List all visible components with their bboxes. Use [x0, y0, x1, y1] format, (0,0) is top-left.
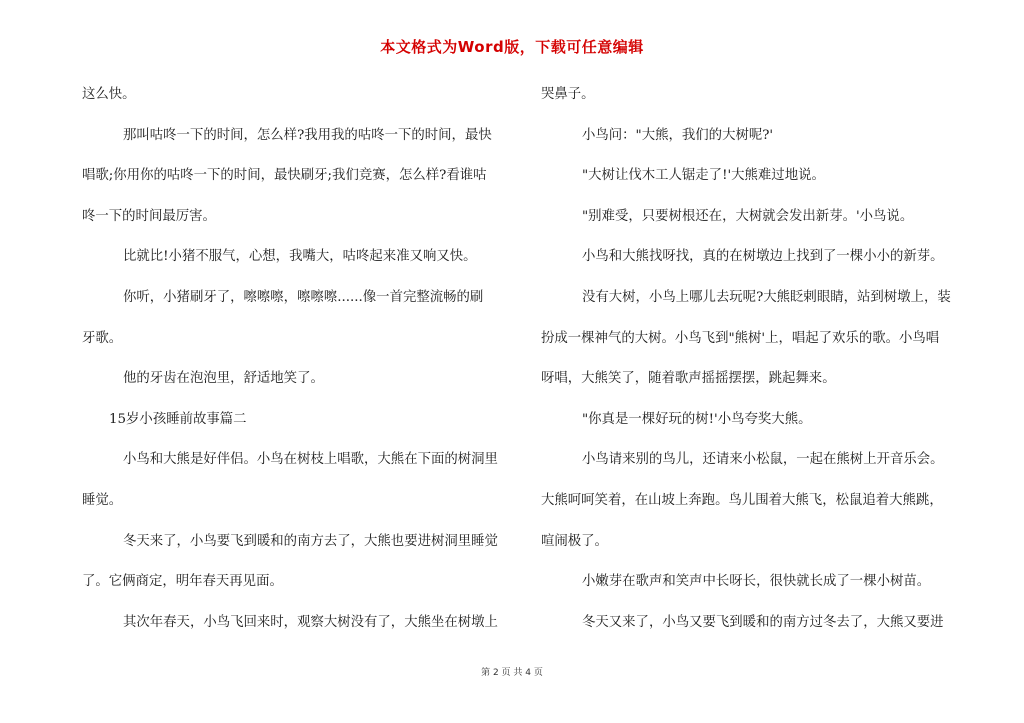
text-line: "别难受，只要树根还在，大树就会发出新芽。'小鸟说。 [582, 208, 914, 224]
text-line: 冬天又来了，小鸟又要飞到暖和的南方过冬去了，大熊又要进 [582, 614, 944, 630]
left-text-column [82, 84, 506, 652]
text-line: 这么快。 [82, 87, 136, 102]
page-number-footer: 第 2 页 共 4 页 [481, 668, 543, 678]
text-line: 小鸟和大熊是好伴侣。小鸟在树枝上唱歌，大熊在下面的树洞里 [123, 452, 498, 468]
text-line: 牙歌。 [82, 330, 123, 346]
text-line: 他的牙齿在泡泡里，舒适地笑了。 [123, 371, 324, 387]
text-line: 咚一下的时间最厉害。 [82, 208, 216, 224]
text-line: 那叫咕咚一下的时间，怎么样?我用我的咕咚一下的时间，最快 [123, 127, 492, 143]
text-line: 冬天来了，小鸟要飞到暖和的南方去了，大熊也要进树洞里睡觉 [123, 533, 498, 549]
right-text-column [541, 84, 961, 652]
text-line: 了。它俩商定，明年春天再见面。 [82, 574, 283, 590]
text-line: 扮成一棵神气的大树。小鸟飞到"熊树'上，唱起了欢乐的歌。小鸟唱 [541, 330, 940, 346]
text-line: 没有大树，小鸟上哪儿去玩呢?大熊眨剌眼睛，站到树墩上，装 [582, 289, 951, 305]
text-line: 呀唱，大熊笑了，随着歌声摇摇摆摆，跳起舞来。 [541, 371, 836, 387]
text-line: 唱歌;你用你的咕咚一下的时间，最快刷牙;我们竞赛，怎么样?看谁咕 [82, 168, 487, 184]
document-banner: 本文格式为Word版，下载可任意编辑 [380, 38, 644, 56]
section-heading: 15岁小孩睡前故事篇二 [109, 411, 247, 427]
text-line: 比就比!小猪不服气，心想，我嘴大，咕咚起来准又响又快。 [123, 249, 477, 265]
text-line: 小鸟请来别的鸟儿，还请来小松鼠，一起在熊树上开音乐会。 [582, 452, 944, 468]
text-line: 哭鼻子。 [541, 87, 595, 102]
text-line: 你听，小猪刷牙了，嚓嚓嚓，嚓嚓嚓......像一首完整流畅的刷 [123, 289, 484, 305]
text-line: 大熊呵呵笑着，在山坡上奔跑。鸟儿围着大熊飞，松鼠追着大熊跳， [541, 492, 943, 508]
text-line: 小鸟和大熊找呀找，真的在树墩边上找到了一棵小小的新芽。 [582, 249, 944, 265]
text-line: "你真是一棵好玩的树!'小鸟夸奖大熊。 [582, 411, 812, 427]
text-line: 小嫩芽在歌声和笑声中长呀长，很快就长成了一棵小树苗。 [582, 574, 931, 590]
text-line: 其次年春天，小鸟飞回来时，观察大树没有了，大熊坐在树墩上 [123, 614, 498, 630]
text-line: 睡觉。 [82, 492, 123, 508]
text-line: "大树让伐木工人锯走了!'大熊难过地说。 [582, 168, 825, 184]
text-line: 小鸟问："大熊，我们的大树呢?' [582, 127, 774, 143]
text-line: 喧闹极了。 [541, 533, 608, 549]
